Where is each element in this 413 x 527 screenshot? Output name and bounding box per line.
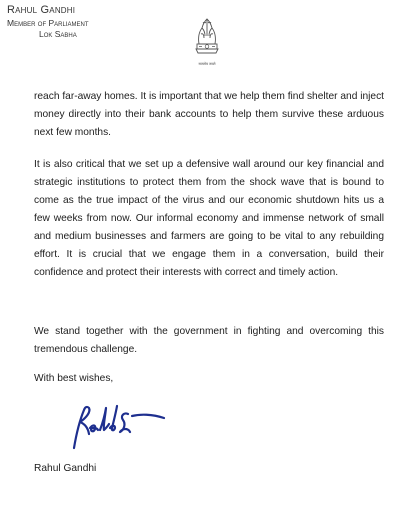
paragraph-3: We stand together with the government in fighting and overcoming this tremendous challenge. xyxy=(34,326,384,355)
handwritten-signature xyxy=(60,392,180,454)
letterhead-house: Lok Sabha xyxy=(39,28,77,39)
signer-name: Rahul Gandhi xyxy=(34,463,97,474)
national-emblem-icon xyxy=(192,14,222,62)
paragraph-2: It is also critical that we set up a defensive wall around our key financial and strategic institutions to protect them from the shock wave that is bound to come as the true impact of the virus and our economic shutdown hits us a few weeks from now. Our informal economy and immense network of small and medium businesses and farmers are going to be vital to any rebuilding effort. It is crucial that we engage them in a conversation, build their confidence and protect their interests with correct and timely action. xyxy=(34,159,384,278)
letterhead-name: Rahul Gandhi xyxy=(7,4,76,16)
letterhead-designation: Member of Parliament xyxy=(7,18,89,28)
emblem-motto: सत्यमेव जयते xyxy=(198,62,216,66)
paragraph-1: reach far-away homes. It is important that we help them find shelter and inject money directly into their bank accounts to help them survive these arduous next few months. xyxy=(34,91,384,138)
closing-salutation: With best wishes, xyxy=(34,373,114,384)
letterhead-name-block xyxy=(7,5,147,38)
